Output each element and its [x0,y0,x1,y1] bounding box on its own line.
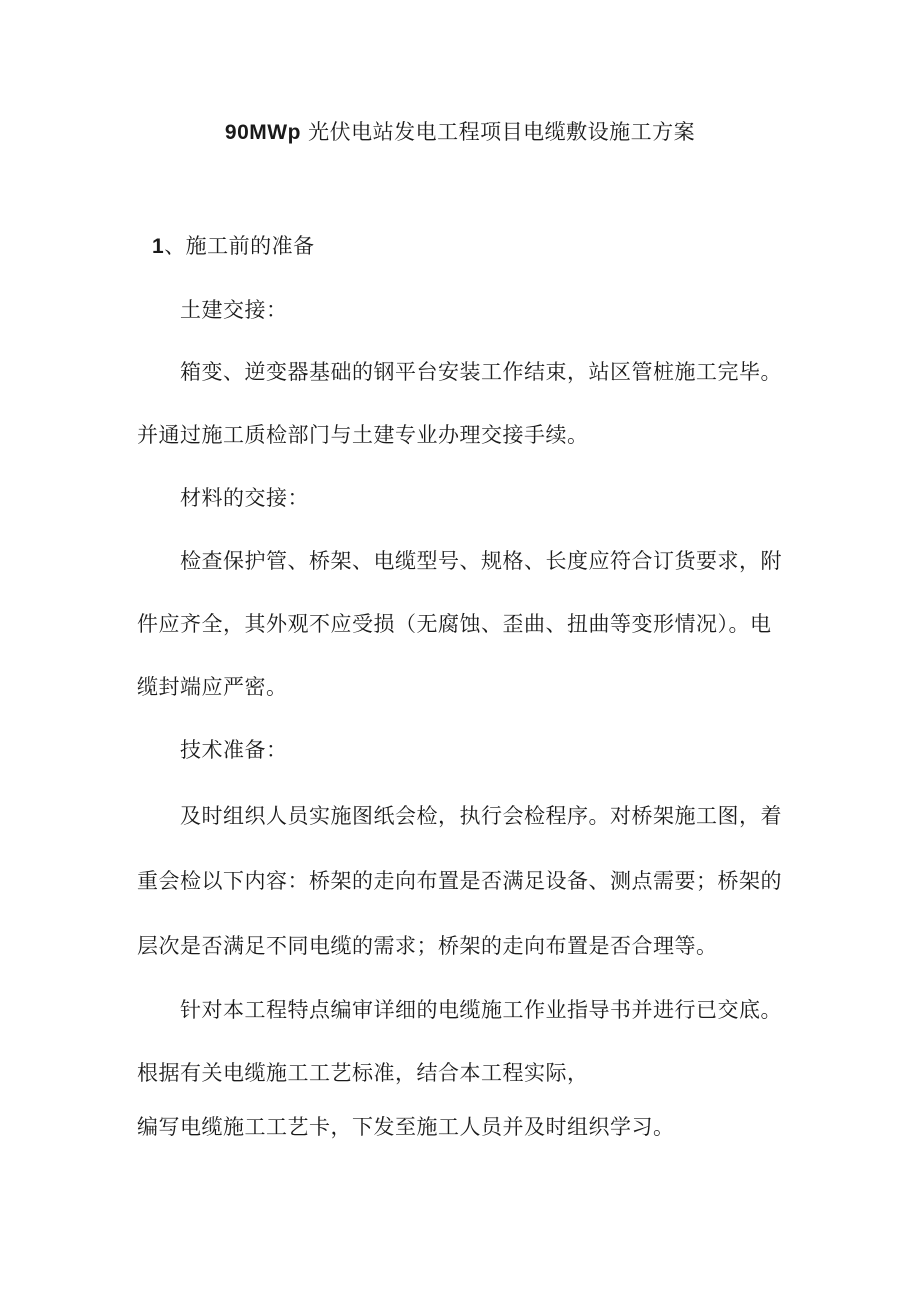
paragraph-line: 针对本工程特点编审详细的电缆施工作业指导书并进行已交底。 [180,998,782,1022]
title-text: 光伏电站发电工程项目电缆敷设施工方案 [308,120,696,144]
section-number: 1 [152,235,165,258]
paragraph-line: 编写电缆施工工艺卡，下发至施工人员并及时组织学习。 [137,1115,675,1139]
paragraph-technical-prep-label: 技术准备： [180,738,288,762]
section-heading-text: 、施工前的准备 [164,234,315,258]
paragraph-line: 并通过施工质检部门与土建专业办理交接手续。 [137,423,589,447]
section-heading [152,232,315,261]
paragraph-line: 重会检以下内容：桥架的走向布置是否满足设备、测点需要；桥架的 [137,869,782,893]
paragraph-line: 箱变、逆变器基础的钢平台安装工作结束，站区管桩施工完毕。 [180,360,782,384]
title-capacity: 90MWp [224,121,301,144]
document-title [0,118,920,147]
paragraph-civil-handover-label: 土建交接： [180,298,288,322]
paragraph-line: 根据有关电缆施工工艺标准，结合本工程实际， [137,1061,589,1085]
paragraph-line: 及时组织人员实施图纸会检，执行会检程序。对桥架施工图，着 [180,804,782,828]
paragraph-line: 缆封端应严密。 [137,675,288,699]
paragraph-material-handover-label: 材料的交接： [180,486,309,510]
paragraph-line: 层次是否满足不同电缆的需求；桥架的走向布置是否合理等。 [137,934,718,958]
paragraph-line: 件应齐全，其外观不应受损（无腐蚀、歪曲、扭曲等变形情况）。电 [137,612,772,636]
paragraph-line: 检查保护管、桥架、电缆型号、规格、长度应符合订货要求，附 [180,549,782,573]
